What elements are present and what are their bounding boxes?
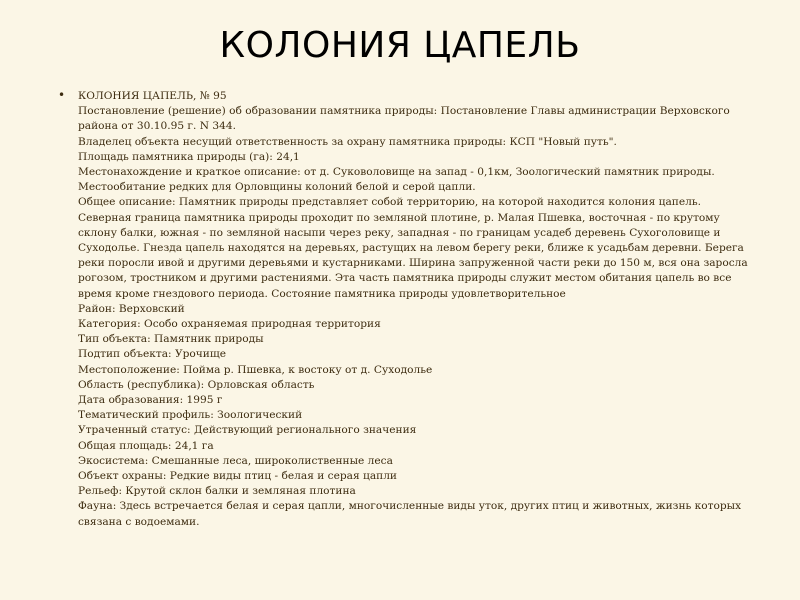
- text-line-date: Дата образования: 1995 г: [78, 394, 223, 407]
- text-line-heading: КОЛОНИЯ ЦАПЕЛЬ, № 95: [78, 90, 227, 102]
- text-line-owner: Владелец объекта несущий ответственность за охрану памятника природы: КСП "Новый путь".: [78, 135, 617, 148]
- text-line-location-description: Местонахождение и краткое описание: от д. Суковоловище на запад - 0,1км, Зоологический памятник природы. Местообитание редких для Орловщины колоний белой и серой цапли.: [78, 166, 719, 194]
- text-line-fauna: Фауна: Здесь встречается белая и серая цапли, многочисленные виды уток, других птиц и животных, жизнь которых связана с водоемами.: [78, 500, 745, 528]
- slide-title: КОЛОНИЯ ЦАПЕЛЬ: [219, 25, 581, 66]
- bullet-marker: •: [58, 88, 66, 102]
- text-line-relief: Рельеф: Крутой склон балки и земляная плотина: [78, 485, 356, 498]
- text-line-total-area: Общая площадь: 24,1 га: [78, 439, 214, 452]
- text-line-ecosystem: Экосистема: Смешанные леса, широколиственные леса: [78, 454, 393, 467]
- text-line-protected-object: Объект охраны: Редкие виды птиц - белая и серая цапли: [78, 470, 397, 483]
- slide-body-text: [78, 89, 750, 530]
- text-line-region: Область (республика): Орловская область: [78, 378, 315, 391]
- text-line-decree: Постановление (решение) об образовании памятника природы: Постановление Главы администрации Верховского района от 30.10.95 г. N 344.: [78, 105, 734, 133]
- text-line-status: Утраченный статус: Действующий регионального значения: [78, 424, 417, 437]
- text-line-area: Площадь памятника природы (га): 24,1: [78, 150, 300, 163]
- text-line-position: Местоположение: Пойма р. Пшевка, к востоку от д. Суходолье: [78, 363, 433, 376]
- text-line-district: Район: Верховский: [78, 302, 185, 315]
- text-line-general-description: Общее описание: Памятник природы представляет собой территорию, на которой находится колония цапель. Северная граница памятника природы проходит по земляной плотине, р. Малая Пшевка, восточная - по крутому склону балки, южная - по земляной насыпи через реку, западная - по границам усадеб деревень Сухоголовище и Суходолье. Гнезда цапель находятся на деревьях, растущих на левом берегу реки, ближе к усадьбам деревни. Берега реки поросли ивой и другими деревьями и кустарниками. Ширина запруженной части реки до 150 м, вся она заросла рогозом, тростником и другими растениями. Эта часть памятника природы служит местом обитания цапель во все время кроме гнездового периода. Состояние памятника природы удовлетворительное: [78, 196, 752, 300]
- text-line-profile: Тематический профиль: Зоологический: [78, 409, 303, 422]
- text-line-category: Категория: Особо охраняемая природная территория: [78, 318, 381, 331]
- text-line-object-type: Тип объекта: Памятник природы: [78, 333, 264, 346]
- text-line-object-subtype: Подтип объекта: Урочище: [78, 348, 226, 361]
